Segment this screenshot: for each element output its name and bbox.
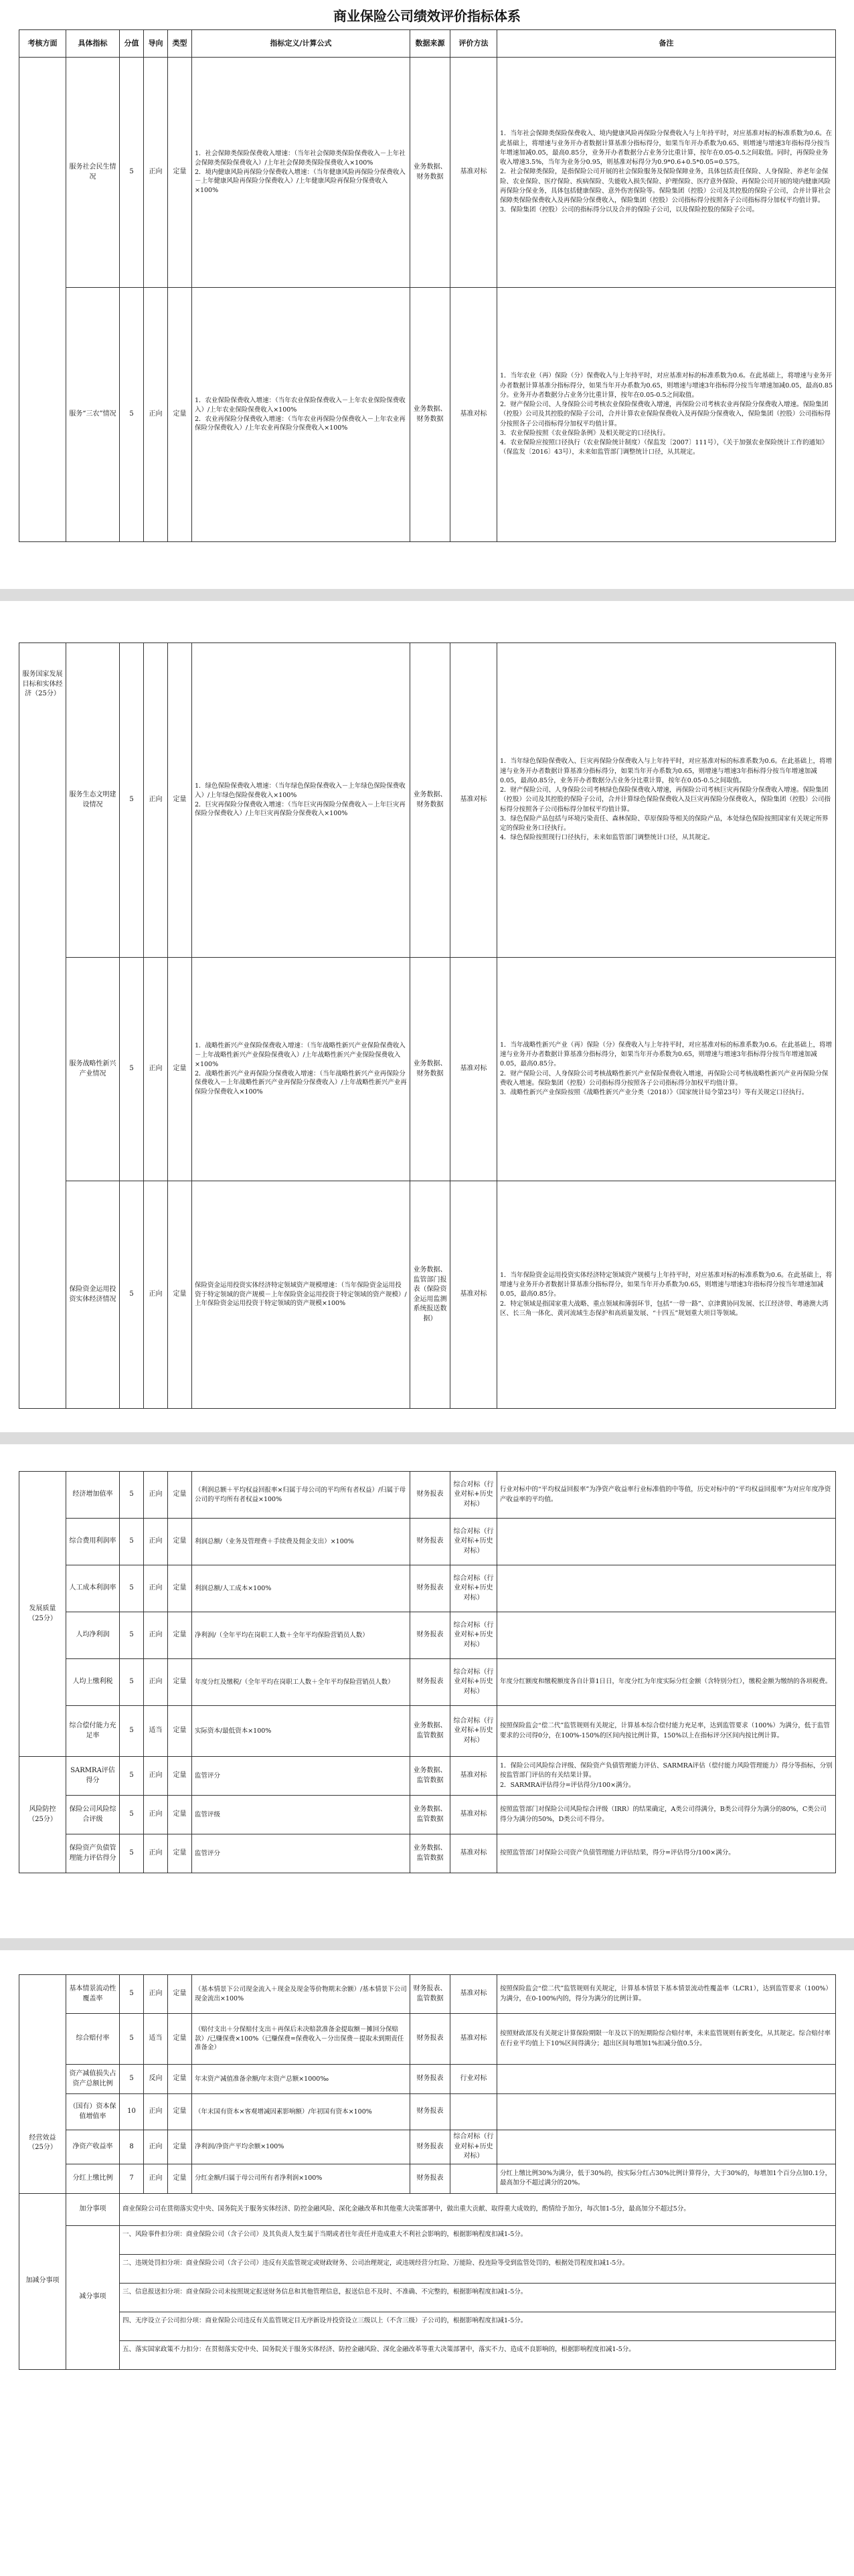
type-cell: 定量 <box>168 2065 192 2094</box>
formula-cell: 年度分红及缴税/（全年平均在岗职工人数＋全年平均保险营销员人数） <box>192 1659 410 1706</box>
type-cell: 定量 <box>168 2130 192 2164</box>
formula-cell: 1．农业保险保费收入增速：（当年农业保险保费收入－上年农业保险保费收入）/上年农业保险保费收入×100% 2．农业再保险分保费收入增速：（当年农业再保险分保费收入－上年农业再保险分保费收入）/上年农业再保险分保费收入×100% <box>192 288 410 542</box>
table-row <box>19 1612 836 1659</box>
table-row <box>19 288 836 542</box>
method-cell: 基准对标 <box>450 1757 497 1796</box>
method-cell: 行业对标 <box>450 2065 497 2094</box>
note-cell: 按照监管部门对保险公司资产负债管理能力评估结果，得分=评估得分/100×满分。 <box>497 1834 836 1873</box>
score-cell: 5 <box>120 1757 144 1796</box>
type-cell: 定量 <box>168 1565 192 1612</box>
table-row <box>19 2014 836 2065</box>
minus-row <box>19 2225 836 2369</box>
source-cell: 财务报表 <box>410 1472 450 1519</box>
score-cell: 8 <box>120 2130 144 2164</box>
header-cell: 分值 <box>120 30 144 58</box>
bonus-row <box>19 2193 836 2225</box>
note-cell: 1．当年绿色保险保费收入、巨灾再保险分保费收入与上年持平时，对应基准对标的标准系数为0.6。在此基础上，将增速与业务开办者数据计算基准分指标得分，如果当年开办系数为0.65，则增速与增速3年指标得分按当年增速加减0.05，最高0.85分，业务开办者数据分占业务分比重计算，按年在0.05-0.5之间取值。 2．财产保险公司、人身保险公司考核绿色保险保费收入增速，再保险公司考核巨灾再保险分保费收入增速。保险集团（控股）公司及其控股的保险子公司，合并计算绿色保险保费收入及巨灾再保险分保费收入，保险集团（控股）公司指标得分按照各子公司指标得分加权平均值计算。 3．绿色保险产品包括与环境污染责任、森林保险、草原保险等相关的保险产品，本处绿色保险按照国家有关规定所界定的保险业务口径执行。 4．绿色保险按照现行口径执行，未来如监管部门调整统计口径，从其规定。 <box>497 643 836 958</box>
indicator-cell: 服务战略性新兴产业情况 <box>66 958 120 1181</box>
category-cell: 服务国家发展目标和实体经济（25分） <box>19 643 66 1409</box>
header-cell: 导向 <box>144 30 168 58</box>
note-cell <box>497 1612 836 1659</box>
indicator-cell: 基本情景流动性覆盖率 <box>66 1975 120 2014</box>
direction-cell: 正向 <box>144 1565 168 1612</box>
formula-cell: （年末国有资本×客观增减因素影响额）/年初国有资本×100% <box>192 2094 410 2130</box>
score-cell: 5 <box>120 1519 144 1565</box>
note-cell: 1．当年农业（再）保险（分）保费收入与上年持平时，对应基准对标的标准系数为0.6。在此基础上，将增速与业务开办者数据计算基准分指标得分，如果当年开办系数为0.65，则增速与增速3年指标得分按当年增速加减0.05，最高0.85分。业务开办者数据分占业务分比重计算，按年在0.05-0.5之间取值。 2．财产保险公司、人身保险公司考核农业保险保费收入增速，再保险公司考核农业再保险分保费收入增速。保险集团（控股）公司及其控股的保险子公司，合并计算农业保险保费收入及再保险分保费收入，保险集团（控股）公司指标得分按照各子公司指标得分加权平均值计算。 3．农业保险按照《农业保险条例》及相关规定的口径执行。 4．农业保险应按照口径执行（农业保险统计制度）（保监发〔2007〕111号），《关于加强农业保险统计工作的通知》（保监发〔2016〕43号），未来如监管部门调整统计口径，从其规定。 <box>497 288 836 542</box>
header-row <box>19 30 836 58</box>
note-cell: 按照监管部门对保险公司风险综合评级（IRR）的结果确定，A类公司得满分，B类公司得分为满分的80%，C类公司得分为满分的50%，D类公司不得分。 <box>497 1796 836 1834</box>
source-cell: 业务数据、监管数据 <box>410 1706 450 1757</box>
indicator-cell: 分红上缴比例 <box>66 2164 120 2193</box>
indicator-cell: 人均上缴利税 <box>66 1659 120 1706</box>
minus-item: 四、无序设立子公司扣分项：商业保险公司违反有关监管规定目无序新设并投资设立三级以上（不含三级）子公司的，根据影响程度扣减1-5分。 <box>120 2312 835 2341</box>
score-cell: 5 <box>120 1659 144 1706</box>
source-cell: 财务报表 <box>410 1659 450 1706</box>
type-cell: 定量 <box>168 1659 192 1706</box>
direction-cell: 正向 <box>144 1796 168 1834</box>
indicator-cell: 经济增加值率 <box>66 1472 120 1519</box>
type-cell: 定量 <box>168 958 192 1181</box>
page-title: 商业保险公司绩效评价指标体系 <box>333 8 521 24</box>
indicator-table-page-1 <box>19 29 836 542</box>
direction-cell: 正向 <box>144 1472 168 1519</box>
score-cell: 5 <box>120 2065 144 2094</box>
direction-cell: 正向 <box>144 1612 168 1659</box>
method-cell: 基准对标 <box>450 2014 497 2065</box>
note-cell <box>497 2065 836 2094</box>
indicator-cell: 综合偿付能力充足率 <box>66 1706 120 1757</box>
indicator-cell: 服务“三农”情况 <box>66 288 120 542</box>
bonus-label-cell: 加分事项 <box>66 2193 120 2225</box>
minus-items-cell <box>120 2225 836 2369</box>
method-cell: 综合对标（行业对标+历史对标） <box>450 1565 497 1612</box>
table-row <box>19 643 836 958</box>
source-cell: 财务报表 <box>410 2065 450 2094</box>
direction-cell: 正向 <box>144 1834 168 1873</box>
type-cell: 定量 <box>168 643 192 958</box>
score-cell: 5 <box>120 288 144 542</box>
source-cell: 业务数据、财务数据 <box>410 58 450 288</box>
table-row <box>19 1472 836 1519</box>
minus-item: 一、风险事件扣分项：商业保险公司（含子公司）及其负责人发生属于当期或者往年责任并造成重大不利社会影响的，根据影响程度扣减1-5分。 <box>120 2226 835 2255</box>
method-cell: 基准对标 <box>450 1834 497 1873</box>
note-cell: 按照财政部及有关规定计算保险期限一年及以下的短期险综合赔付率，未来监管规则有新变化，从其规定。综合赔付率在行业平均值上下10%区间得满分；超出区间每增加1%扣减分值0.5分。 <box>497 2014 836 2065</box>
direction-cell: 正向 <box>144 2130 168 2164</box>
category-cell <box>19 58 66 542</box>
note-cell <box>497 2094 836 2130</box>
direction-cell: 正向 <box>144 643 168 958</box>
table-row <box>19 1757 836 1796</box>
header-cell: 类型 <box>168 30 192 58</box>
score-cell: 5 <box>120 1472 144 1519</box>
source-cell: 业务数据、监管数据 <box>410 1757 450 1796</box>
indicator-cell: 净资产收益率 <box>66 2130 120 2164</box>
minus-item: 三、信息报送扣分项：商业保险公司未按照规定报送财务信息和其他管理信息，报送信息不及时、不准确、不完整的，根据影响程度扣减1-5分。 <box>120 2284 835 2312</box>
score-cell: 5 <box>120 1565 144 1612</box>
method-cell: 基准对标 <box>450 288 497 542</box>
score-cell: 5 <box>120 1612 144 1659</box>
note-cell <box>497 1565 836 1612</box>
table-row <box>19 2094 836 2130</box>
header-cell: 指标定义/计算公式 <box>192 30 410 58</box>
indicator-table-page-2 <box>19 642 836 1409</box>
type-cell: 定量 <box>168 58 192 288</box>
type-cell: 定量 <box>168 2014 192 2065</box>
method-cell: 基准对标 <box>450 1796 497 1834</box>
header-cell: 备注 <box>497 30 836 58</box>
type-cell: 定量 <box>168 1612 192 1659</box>
note-cell: 分红上缴比例30%为满分，低于30%的，按实际分红占30%比例计算得分，大于30%的，每增加1个百分点加0.1分，最高加分不超过满分的20%。 <box>497 2164 836 2193</box>
table-row <box>19 1181 836 1409</box>
header-cell: 评价方法 <box>450 30 497 58</box>
score-cell: 5 <box>120 2014 144 2065</box>
source-cell: 财务报表、监管数据 <box>410 1975 450 2014</box>
direction-cell: 正向 <box>144 2164 168 2193</box>
method-cell: 综合对标（行业对标+历史对标） <box>450 1706 497 1757</box>
score-cell: 10 <box>120 2094 144 2130</box>
type-cell: 定量 <box>168 1519 192 1565</box>
category-cell: 发展质量（25分） <box>19 1472 66 1757</box>
type-cell: 定量 <box>168 1834 192 1873</box>
score-cell: 5 <box>120 643 144 958</box>
indicator-table-page-3 <box>19 1471 836 1873</box>
table-row <box>19 2065 836 2094</box>
direction-cell: 正向 <box>144 1181 168 1409</box>
table-row <box>19 58 836 288</box>
formula-cell: 分红金额/归属于母公司所有者净利润×100% <box>192 2164 410 2193</box>
direction-cell: 正向 <box>144 1975 168 2014</box>
source-cell: 业务数据、财务数据 <box>410 643 450 958</box>
direction-cell: 正向 <box>144 288 168 542</box>
score-cell: 5 <box>120 1834 144 1873</box>
header-cell: 考核方面 <box>19 30 66 58</box>
note-cell: 按照保险监会“偿二代”监管规则有关规定，计算基本综合偿付能力充足率，达到监管要求（100%）为满分，低于监管要求的公司得0分，在100%-150%的区间内按比例计算，150%以上在指标评分区间内按比例计算。 <box>497 1706 836 1757</box>
direction-cell: 反向 <box>144 2065 168 2094</box>
formula-cell: 利润总额/人工成本×100% <box>192 1565 410 1612</box>
indicator-cell: 人均净利润 <box>66 1612 120 1659</box>
note-cell <box>497 2130 836 2164</box>
indicator-cell: 人工成本利润率 <box>66 1565 120 1612</box>
formula-cell: （利润总额＋平均权益回报率×归属于母公司的平均所有者权益）/归属于母公司的平均所有者权益×100% <box>192 1472 410 1519</box>
formula-cell: 1．社会保障类保险保费收入增速：（当年社会保障类保险保费收入－上年社会保障类保险保费收入）/上年社会保障类保险保费收入×100% 2．境内健康风险再保险分保费收入增速：（当年健康风险再保险分保费收入－上年健康风险再保险分保费收入）/上年健康风险再保险分保费收入×100% <box>192 58 410 288</box>
indicator-cell: 综合赔付率 <box>66 2014 120 2065</box>
minus-item: 二、违规处罚扣分项：商业保险公司（含子公司）违反有关监管规定或财政财务、公司治理规定，或违规经营分红险、万能险、投连险等受到监管处罚的，根据处罚程度扣减1-5分。 <box>120 2255 835 2284</box>
method-cell: 综合对标（行业对标+历史对标） <box>450 1659 497 1706</box>
formula-cell: 净利润/净资产平均余额×100% <box>192 2130 410 2164</box>
source-cell: 财务报表 <box>410 2130 450 2164</box>
category-cell: 经营效益（25分） <box>19 1975 66 2194</box>
bonus-text-cell: 商业保险公司在贯彻落实党中央、国务院关于服务实体经济、防控金融风险、深化金融改革和其他重大决策部署中，做出重大贡献、取得重大成效的，酌情给予加分，每次加1-5分，最高加分不超过5分。 <box>120 2193 836 2225</box>
source-cell: 财务报表 <box>410 2014 450 2065</box>
source-cell: 财务报表 <box>410 2164 450 2193</box>
indicator-cell: 保险资产负债管理能力评估得分 <box>66 1834 120 1873</box>
type-cell: 定量 <box>168 1472 192 1519</box>
indicator-cell: 综合费用利润率 <box>66 1519 120 1565</box>
table-row <box>19 1975 836 2014</box>
formula-cell: 保险资金运用投资实体经济特定领域资产规模增速：（当年保险资金运用投资于特定领域的资产规模－上年保险资金运用投资于特定领域的资产规模）/上年保险资金运用投资于特定领域的资产规模×100% <box>192 1181 410 1409</box>
method-cell <box>450 2094 497 2130</box>
header-cell: 数据来源 <box>410 30 450 58</box>
minus-item: 五、落实国家政策不力扣分：在贯彻落实党中央、国务院关于服务实体经济、防控金融风险、深化金融改革等重大决策部署中，落实不力、造成不良影响的，根据影响程度扣减1-5分。 <box>122 2345 635 2353</box>
table-row <box>19 958 836 1181</box>
source-cell: 业务数据、财务数据 <box>410 288 450 542</box>
section-label-cell: 加减分事项 <box>19 2193 66 2369</box>
method-cell: 综合对标（行业对标+历史对标） <box>450 1519 497 1565</box>
source-cell: 财务报表 <box>410 1519 450 1565</box>
type-cell: 定量 <box>168 1757 192 1796</box>
source-cell: 业务数据、监管数据 <box>410 1834 450 1873</box>
direction-cell: 适当 <box>144 2014 168 2065</box>
indicator-cell: 资产减值损失占资产总额比例 <box>66 2065 120 2094</box>
table-row <box>19 1706 836 1757</box>
page-divider <box>0 589 854 601</box>
source-cell: 业务数据、监管数据 <box>410 1796 450 1834</box>
method-cell: 基准对标 <box>450 1975 497 2014</box>
score-cell: 5 <box>120 1706 144 1757</box>
formula-cell: 监管评分 <box>192 1834 410 1873</box>
direction-cell: 正向 <box>144 1659 168 1706</box>
formula-cell: （基本情景下公司现金流入＋现金及现金等价物期末余额）/基本情景下公司现金流出×100% <box>192 1975 410 2014</box>
indicator-cell: 保险资金运用投资实体经济情况 <box>66 1181 120 1409</box>
note-cell: 1．当年战略性新兴产业（再）保险（分）保费收入与上年持平时，对应基准对标的标准系数为0.6。在此基础上，将增速与业务开办者数据计算基准分指标得分，如果当年开办系数为0.65，则增速与增速3年指标得分按当年增速加减0.05，最高0.85分。 2．财产保险公司、人身保险公司考核战略性新兴产业保险保费收入增速，再保险公司考核战略性新兴产业再保险分保费收入增速。保险集团（控股）公司指标得分按照各子公司指标得分加权平均值计算。 3．战略性新兴产业保险按照《战略性新兴产业分类（2018）》（国家统计局令第23号）等有关规定口径执行。 <box>497 958 836 1181</box>
type-cell: 定量 <box>168 288 192 542</box>
score-cell: 5 <box>120 1181 144 1409</box>
method-cell: 综合对标（行业对标+历史对标） <box>450 2130 497 2164</box>
score-cell: 7 <box>120 2164 144 2193</box>
formula-cell: （赔付支出＋分保赔付支出＋再保后未决赔款准备金提取额－摊回分保赔款）/已赚保费×100%（已赚保费=保费收入－分出保费－提取未到期责任准备金） <box>192 2014 410 2065</box>
direction-cell: 正向 <box>144 1519 168 1565</box>
table-row <box>19 1796 836 1834</box>
indicator-cell: 服务生态文明建设情况 <box>66 643 120 958</box>
table-row <box>19 2164 836 2193</box>
note-cell: 1．当年保险资金运用投资实体经济特定领域资产规模与上年持平时，对应基准对标的标准系数为0.6。在此基础上，将增速与业务开办者数据计算基准分指标得分，如果当年开办系数为0.65，则增速与增速3年指标得分按当年增速加减0.05，最高0.85分。 2．特定领域是指国家重大战略、重点领域和薄弱环节，包括“一带一路”、京津冀协同发展、长江经济带、粤港澳大湾区、长三角一体化、黄河流域生态保护和高质量发展、“十四五”规划重大项目等领域。 <box>497 1181 836 1409</box>
type-cell: 定量 <box>168 2164 192 2193</box>
formula-cell: 监管评级 <box>192 1796 410 1834</box>
table-row <box>19 1519 836 1565</box>
direction-cell: 适当 <box>144 1706 168 1757</box>
note-cell: 1．当年社会保障类保险保费收入、境内健康风险再保险分保费收入与上年持平时，对应基准对标的标准系数为0.6。在此基础上，将增速与业务开办者数据计算基准分指标得分，如果当年开办系数为0.65、则增速与增速3年指标得分按当年增速加减0.05，最高0.85分，业务开办者数据分占业务分比重计算，按年在0.05-0.5之间取值。同时，再保险业务收入增速3.5%，当年为业务分0.95，则基准对标得分为0.9*0.6+0.5*0.05=0.575。 2．社会保障类保险，是指保险公司开展的社会保险服务及保险保障业务，具体包括责任保险、人身保险、养老年金保险、农业保险、医疗保险、疾病保险、失能收入损失保险、护理保险、医疗意外保险、再保险公司开展的境内健康风险再保险分保业务，具体包括健康保险、意外伤害保险等。保险集团（控股）公司及其控股的保险子公司，合并计算社会保障类保险保费收入及再保险分保费收入，保险集团（控股）公司指标得分按照各子公司指标得分加权平均值计算。 3．保险集团（控股）公司的指标得分以及合并的保险子公司，以及保险控股的保险子公司。 <box>497 58 836 288</box>
formula-cell: 1．绿色保险保费收入增速：（当年绿色保险保费收入－上年绿色保险保费收入）/上年绿色保险保费收入×100% 2．巨灾再保险分保费收入增速：（当年巨灾再保险分保费收入－上年巨灾再保险分保费收入）/上年巨灾再保险分保费收入×100% <box>192 643 410 958</box>
method-cell: 基准对标 <box>450 58 497 288</box>
table-row <box>19 1565 836 1612</box>
type-cell: 定量 <box>168 1181 192 1409</box>
score-cell: 5 <box>120 58 144 288</box>
method-cell: 综合对标（行业对标+历史对标） <box>450 1472 497 1519</box>
table-row <box>19 1659 836 1706</box>
type-cell: 定量 <box>168 1796 192 1834</box>
method-cell: 基准对标 <box>450 958 497 1181</box>
source-cell: 财务报表 <box>410 1565 450 1612</box>
method-cell: 综合对标（行业对标+历史对标） <box>450 1612 497 1659</box>
header-cell: 具体指标 <box>66 30 120 58</box>
source-cell: 业务数据、监管部门报表（保险资金运用监测系统报送数据） <box>410 1181 450 1409</box>
source-cell: 财务报表 <box>410 1612 450 1659</box>
note-cell: 1．保险公司风险综合评级、保险资产负债管理能力评估、SARMRA评估（偿付能力风险管理能力）得分等指标，分别按监管部门评估的有关结果计算。 2．SARMRA评估得分=评估得分/100×满分。 <box>497 1757 836 1796</box>
table-row <box>19 2130 836 2164</box>
direction-cell: 正向 <box>144 1757 168 1796</box>
indicator-cell: SARMRA评估得分 <box>66 1757 120 1796</box>
note-cell: 按照保险监会“偿二代”监管规则有关规定，计算基本情景下基本情景流动性覆盖率（LCR1），达到监管要求（100%）为满分，在0-100%内的，得分为满分的比例计算。 <box>497 1975 836 2014</box>
indicator-table-page-4 <box>19 1974 836 2370</box>
formula-cell: 监管评分 <box>192 1757 410 1796</box>
source-cell: 业务数据、财务数据 <box>410 958 450 1181</box>
formula-cell: 年末资产减值准备余额/年末资产总额×1000‰ <box>192 2065 410 2094</box>
method-cell: 基准对标 <box>450 643 497 958</box>
type-cell: 定量 <box>168 1975 192 2014</box>
page-divider <box>0 1432 854 1444</box>
formula-cell: 净利润/（全年平均在岗职工人数＋全年平均保险营销员人数） <box>192 1612 410 1659</box>
note-cell <box>497 1519 836 1565</box>
indicator-cell: （国有）资本保值增值率 <box>66 2094 120 2130</box>
indicator-cell: 服务社会民生情况 <box>66 58 120 288</box>
direction-cell: 正向 <box>144 958 168 1181</box>
table-row <box>19 1834 836 1873</box>
indicator-cell: 保险公司风险综合评级 <box>66 1796 120 1834</box>
note-cell: 年度分红额度和缴税额度各自计算1日日，年度分红为年度实际分红金额（含特别分红），缴税金额为缴纳的各项税费。 <box>497 1659 836 1706</box>
formula-cell: 利润总额/（业务及管理费＋手续费及佣金支出）×100% <box>192 1519 410 1565</box>
direction-cell: 正向 <box>144 2094 168 2130</box>
type-cell: 定量 <box>168 1706 192 1757</box>
method-cell: 基准对标 <box>450 1181 497 1409</box>
score-cell: 5 <box>120 1796 144 1834</box>
direction-cell: 正向 <box>144 58 168 288</box>
score-cell: 5 <box>120 1975 144 2014</box>
source-cell: 财务报表 <box>410 2094 450 2130</box>
formula-cell: 实际资本/最低资本×100% <box>192 1706 410 1757</box>
category-cell: 风险防控（25分） <box>19 1757 66 1873</box>
formula-cell: 1．战略性新兴产业保险保费收入增速：（当年战略性新兴产业保险保费收入－上年战略性新兴产业保险保费收入）/上年战略性新兴产业保险保费收入×100% 2．战略性新兴产业再保险分保费收入增速：（当年战略性新兴产业再保险分保费收入－上年战略性新兴产业再保险分保费收入）/上年战略性新兴产业再保险分保费收入×100% <box>192 958 410 1181</box>
method-cell <box>450 2164 497 2193</box>
minus-label-cell: 减分事项 <box>66 2225 120 2369</box>
score-cell: 5 <box>120 958 144 1181</box>
note-cell: 行业对标中的“平均权益回报率”为净资产收益率行业标准值的中等值，历史对标中的“平均权益回报率”为对应年度净资产收益率的平均值。 <box>497 1472 836 1519</box>
type-cell: 定量 <box>168 2094 192 2130</box>
page-divider <box>0 1938 854 1950</box>
